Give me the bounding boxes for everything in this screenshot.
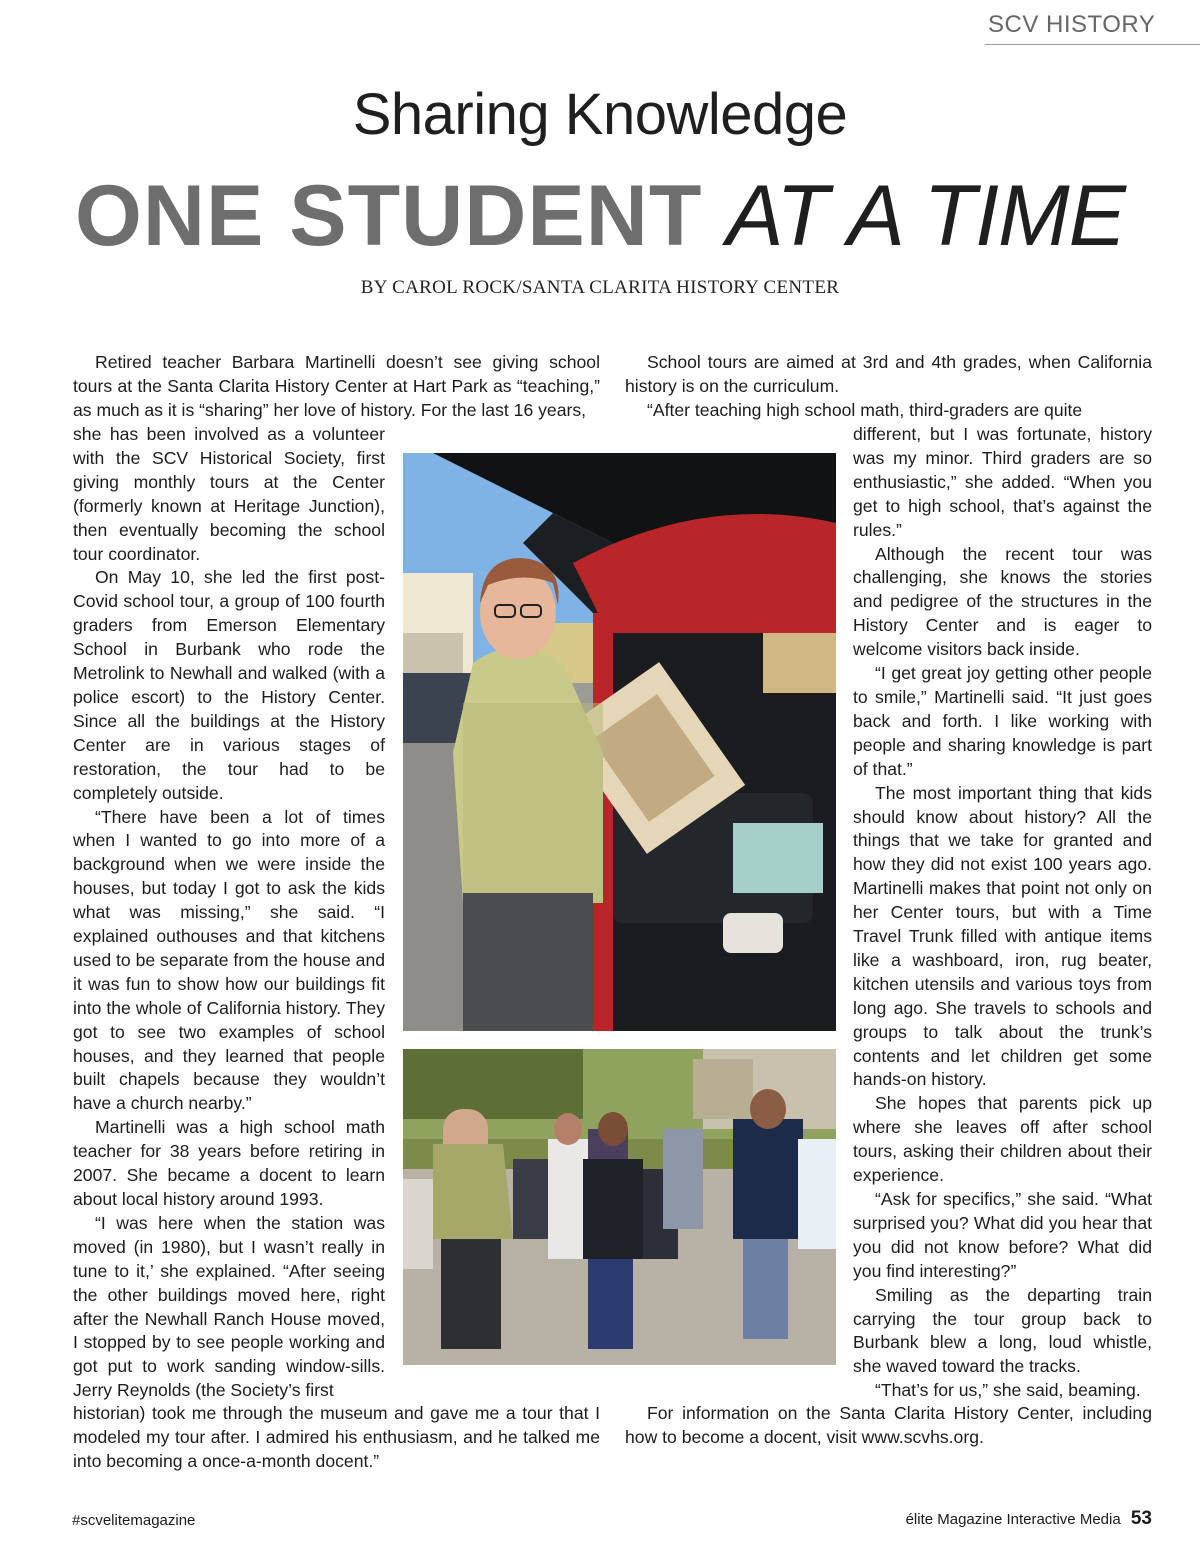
paragraph: historian) took me through the museum and gave me a tour that I modeled my tour after. I admired his enthusiasm, and he talked me into becoming a once-a-month docent.” [73, 1403, 600, 1471]
photo-docent-with-washboard [403, 453, 836, 1031]
paragraph: “Ask for specifics,” she said. “What surprised you? What did you hear that you did not know before? What did you find interesting?” [853, 1189, 1152, 1281]
paragraph: “That’s for us,” she said, beaming. [875, 1380, 1141, 1401]
paragraph: “I get great joy getting other people to smile,” Martinelli said. “It just goes back and forth. I like working with people and sharing knowledge is part of that.” [853, 663, 1152, 779]
paragraph: Although the recent tour was challenging, she knows the stories and pedigree of the structures in the History Center and is eager to welcome visitors back inside. [853, 543, 1152, 660]
paragraph: Retired teacher Barbara Martinelli doesn’t see giving school tours at the Santa Clarita History Center at Hart Park as “teaching,” as much as it is “sharing” her love of history. For the last 16 years, [73, 352, 600, 420]
section-label: SCV HISTORY [985, 10, 1200, 45]
page-number: 53 [1130, 1508, 1152, 1529]
paragraph: “I was here when the station was moved (in 1980), but I wasn’t really in tune to it,’ she explained. “After seeing the other buildings moved here, right after the Newhall Ranch House moved, I stopped by to see people working and got put to work sanding window-sills. Jerry Reynolds (the Society’s first [73, 1212, 385, 1401]
headline-kicker: Sharing Knowledge [352, 82, 848, 147]
paragraph: The most important thing that kids should know about history? All the things that we take for granted and how they did not exist 100 years ago. Martinelli makes that point not only on her Center tours, but with a Time Travel Trunk filled with antique items like a washboard, iron, rug beater, kitchen utensils and various toys from long ago. She travels to schools and groups to talk about the trunk’s contents and let children get some hands-on history. [853, 782, 1152, 1090]
byline: BY CAROL ROCK/SANTA CLARITA HISTORY CENTER [360, 277, 840, 298]
paragraph: different, but I was fortunate, history was my minor. Third graders are so enthusiastic,” she added. “When you get to high school, that’s against the rules.” [853, 424, 1152, 540]
footer-hashtag: #scvelitemagazine [72, 1512, 196, 1529]
paragraph: Martinelli was a high school math teacher for 38 years before retiring in 2007. She became a docent to learn about local history around 1993. [73, 1117, 385, 1209]
right-column-intro [625, 351, 1152, 423]
paragraph: On May 10, she led the first post-Covid school tour, a group of 100 fourth graders from Emerson Elementary School in Burbank who rode the Metrolink to Newhall and walked (with a police escort) to the History Center. Since all the buildings at the History Center are in various stages of restoration, the tour had to be completely outside. [73, 567, 385, 803]
footer-publication [906, 1508, 1152, 1530]
left-column-body [73, 423, 385, 1403]
right-column-end [625, 1402, 1152, 1450]
headline-bold: ONE STUDENT [75, 168, 703, 264]
paragraph: School tours are aimed at 3rd and 4th grades, when California history is on the curriculum. [625, 352, 1152, 396]
left-column-intro [73, 351, 600, 423]
paragraph: For information on the Santa Clarita History Center, including how to become a docent, visit www.scvhs.org. [625, 1403, 1152, 1447]
paragraph: she has been involved as a volunteer with the SCV Historical Society, first giving monthly tours at the Center (formerly known at Heritage Junction), then eventually becoming the school tour coordinator. [73, 424, 385, 564]
left-column-end [73, 1402, 600, 1474]
publication-name: élite Magazine Interactive Media [905, 1511, 1121, 1528]
photo-tour-group [403, 1049, 836, 1365]
paragraph: “After teaching high school math, third-graders are quite [647, 399, 1083, 420]
paragraph: Smiling as the departing train carrying the tour group back to Burbank blew a long, loud whistle, she waved toward the tracks. [853, 1284, 1152, 1377]
paragraph: “There have been a lot of times when I wanted to go into more of a background when we were inside the houses, but today I got to ask the kids what was missing,” she said. “I explained outhouses and that kitchens used to be separate from the house and it was fun to show how our buildings fit into the whole of California history. They got to see two examples of school houses, and they learned that people built chapels because they wouldn’t have a church nearby.” [73, 806, 386, 1114]
right-column-body [853, 423, 1152, 1403]
headline-italic: AT A TIME [726, 168, 1125, 264]
headline [0, 166, 1200, 266]
paragraph: She hopes that parents pick up where she leaves off after school tours, asking their children about their experience. [853, 1093, 1152, 1186]
